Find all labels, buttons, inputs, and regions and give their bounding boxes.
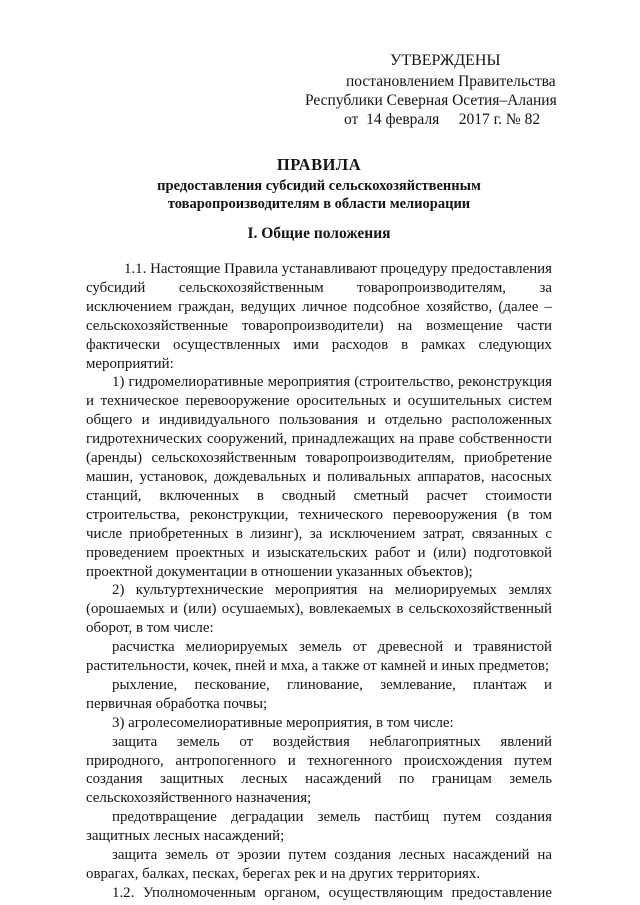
document-subtitle [86, 177, 552, 213]
paragraph-1-1: 1.1. Настоящие Правила устанавливают процедуру предоставления субсидий сельскохозяйственным товаропроизводителям, за исключением граждан, ведущих личное подсобное хозяйство, (далее – сельскохозяйственные товаропроизводители) на возмещение части фактически осуществленных ими расходов в рамках следующих мероприятий: [86, 261, 552, 372]
paragraph-erosion: защита земель от эрозии путем создания лесных насаждений на оврагах, балках, песках, берегах рек и на других территориях. [86, 847, 552, 882]
approval-date-number: от 14 февраля 2017 г. № 82 [344, 111, 541, 128]
paragraph-1-2: 1.2. Уполномоченным органом, осуществляющим предоставление [112, 884, 552, 901]
document-body [86, 260, 552, 903]
approval-decree: постановлением Правительства [346, 73, 556, 90]
document-subtitle-line-2: товаропроизводителям в области мелиорации [167, 196, 471, 212]
paragraph-item-3: 3) агролесомелиоративные мероприятия, в том числе: [112, 714, 454, 731]
document-title: ПРАВИЛА [276, 155, 362, 174]
paragraph-item-2: 2) культуртехнические мероприятия на мелиорируемых землях (орошаемых и (или) осушаемых), вовлекаемых в сельскохозяйственный оборот, в том числе: [86, 582, 552, 637]
paragraph-loosening: рыхление, пескование, глинование, землевание, плантаж и первичная обработка почвы; [86, 676, 552, 712]
paragraph-clearing: расчистка мелиорируемых земель от древесной и травянистой растительности, кочек, пней и мха, а также от камней и иных предметов; [86, 639, 552, 675]
approval-republic: Республики Северная Осетия–Алания [305, 92, 557, 109]
paragraph-item-1: 1) гидромелиоративные мероприятия (строительство, реконструкция и техническое перевооружение оросительных и осушительных систем общего и индивидуального пользования и отдельно расположенных гидротехнических сооружений, принадлежащих на праве собственности (аренды) сельскохозяйственным товаропроизводителям, приобретение машин, установок, дождевальных и поливальных аппаратов, насосных станций, включенных в сводный сметный расчет стоимости строительства, реконструкции, технического перевооружения (в том числе приобретенных в лизинг), за исключением затрат, связанных с проведением проектных и изыскательских работ и (или) подготовкой проектной документации в отношении указанных объектов); [86, 374, 552, 580]
approval-title: УТВЕРЖДЕНЫ [390, 52, 501, 69]
paragraph-prevention: предотвращение деградации земель пастбищ путем создания защитных лесных насаждений; [86, 809, 552, 845]
document-subtitle-line-1: предоставления субсидий сельскохозяйственным [157, 178, 481, 194]
paragraph-protection: защита земель от воздействия неблагоприятных явлений природного, антропогенного и техногенного происхождения путем создания защитных лесных насаждений по границам земель сельскохозяйственного назначения; [86, 733, 552, 807]
section-heading: I. Общие положения [247, 225, 391, 242]
